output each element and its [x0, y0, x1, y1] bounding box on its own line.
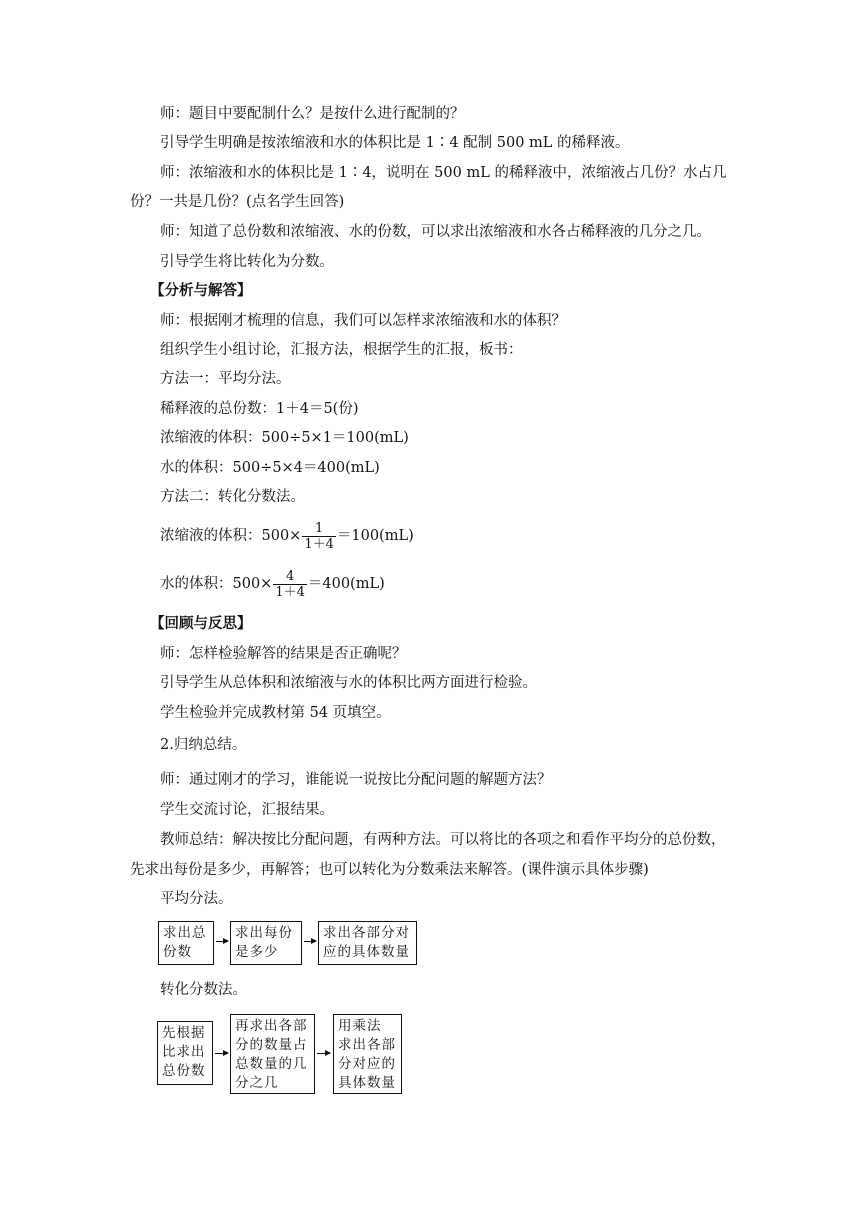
paragraph: 师：根据刚才梳理的信息，我们可以怎样求浓缩液和水的体积？ [160, 313, 566, 329]
box-line: 具体数量 [338, 1075, 396, 1091]
paragraph: 引导学生将比转化为分数。 [160, 254, 334, 270]
box-line: 再求出各部 [235, 1018, 308, 1034]
paragraph: 师：浓缩液和水的体积比是 1∶4，说明在 500 mL 的稀释液中，浓缩液占几份？水占几 [160, 165, 727, 181]
section-heading: 【分析与解答】 [150, 282, 252, 299]
box-line: 总数量的几 [235, 1056, 308, 1072]
box-line: 先根据 [162, 1025, 206, 1041]
box-line: 分的数量占 [235, 1037, 308, 1053]
paragraph: 转化分数法。 [160, 982, 247, 998]
arrow-icon [304, 941, 316, 942]
paragraph: 师：题目中要配制什么？是按什么进行配制的？ [160, 106, 465, 122]
box-line: 总份数 [162, 1063, 206, 1079]
box-line: 求出总 [163, 925, 207, 941]
flow2-box-total-parts [157, 1021, 213, 1085]
flow2-box-fraction [230, 1014, 315, 1094]
box-line: 求出各部 [338, 1037, 396, 1053]
equation: 浓缩液的体积：500÷5×1＝100(mL) [160, 430, 409, 446]
fraction-equation-2: 水的体积：500× $\frac{4}{1+4}$ ＝400(mL) [160, 568, 385, 600]
box-line: 是多少 [235, 944, 279, 960]
paragraph: 平均分法。 [160, 891, 233, 907]
paragraph: 份？一共是几份？(点名学生回答) [130, 194, 345, 210]
paragraph: 师：怎样检验解答的结果是否正确呢？ [160, 646, 407, 662]
flow2-box-multiply [333, 1014, 402, 1094]
flow1-box-per-part [230, 921, 302, 965]
flow1-box-each-amount [318, 921, 417, 965]
paragraph: 学生检验并完成教材第 54 页填空。 [160, 705, 391, 721]
paragraph: 引导学生明确是按浓缩液和水的体积比是 1∶4 配制 500 mL 的稀释液。 [160, 135, 630, 151]
fraction-equation-1: 浓缩液的体积：500× $\frac{1}{1+4}$ ＝100(mL) [160, 520, 414, 552]
equation: 水的体积：500÷5×4＝400(mL) [160, 460, 380, 476]
box-line: 求出每份 [235, 925, 293, 941]
paragraph: 引导学生从总体积和浓缩液与水的体积比两方面进行检验。 [160, 675, 537, 691]
box-line: 比求出 [162, 1044, 206, 1060]
arrow-icon [216, 941, 228, 942]
box-line: 份数 [163, 944, 192, 960]
paragraph: 学生交流讨论，汇报结果。 [160, 802, 334, 818]
fraction: $\frac{1}{1+4}$ [304, 520, 334, 552]
arrow-icon [215, 1053, 228, 1054]
paragraph: 组织学生小组讨论，汇报方法，根据学生的汇报，板书： [160, 342, 523, 358]
arrow-icon [317, 1053, 330, 1054]
box-line: 用乘法 [338, 1018, 382, 1034]
box-line: 应的具体数量 [323, 944, 410, 960]
paragraph: 师：通过刚才的学习，谁能说一说按比分配问题的解题方法？ [160, 772, 552, 788]
paragraph: 方法二：转化分数法。 [160, 489, 305, 505]
box-line: 分之几 [235, 1075, 279, 1091]
fraction: $\frac{4}{1+4}$ [275, 568, 305, 600]
paragraph: 教师总结：解决按比分配问题，有两种方法。可以将比的各项之和看作平均分的总份数， [160, 832, 726, 848]
section-heading: 【回顾与反思】 [150, 615, 252, 632]
paragraph: 2.归纳总结。 [160, 737, 247, 753]
box-line: 求出各部分对 [323, 925, 410, 941]
paragraph: 方法一：平均分法。 [160, 371, 291, 387]
paragraph: 先求出每份是多少，再解答；也可以转化为分数乘法来解答。(课件演示具体步骤) [130, 862, 649, 878]
box-line: 分对应的 [338, 1056, 396, 1072]
paragraph: 师：知道了总份数和浓缩液、水的份数，可以求出浓缩液和水各占稀释液的几分之几。 [160, 224, 711, 240]
flow1-box-total-parts [158, 921, 214, 965]
equation: 稀释液的总份数：1＋4＝5(份) [160, 401, 359, 417]
